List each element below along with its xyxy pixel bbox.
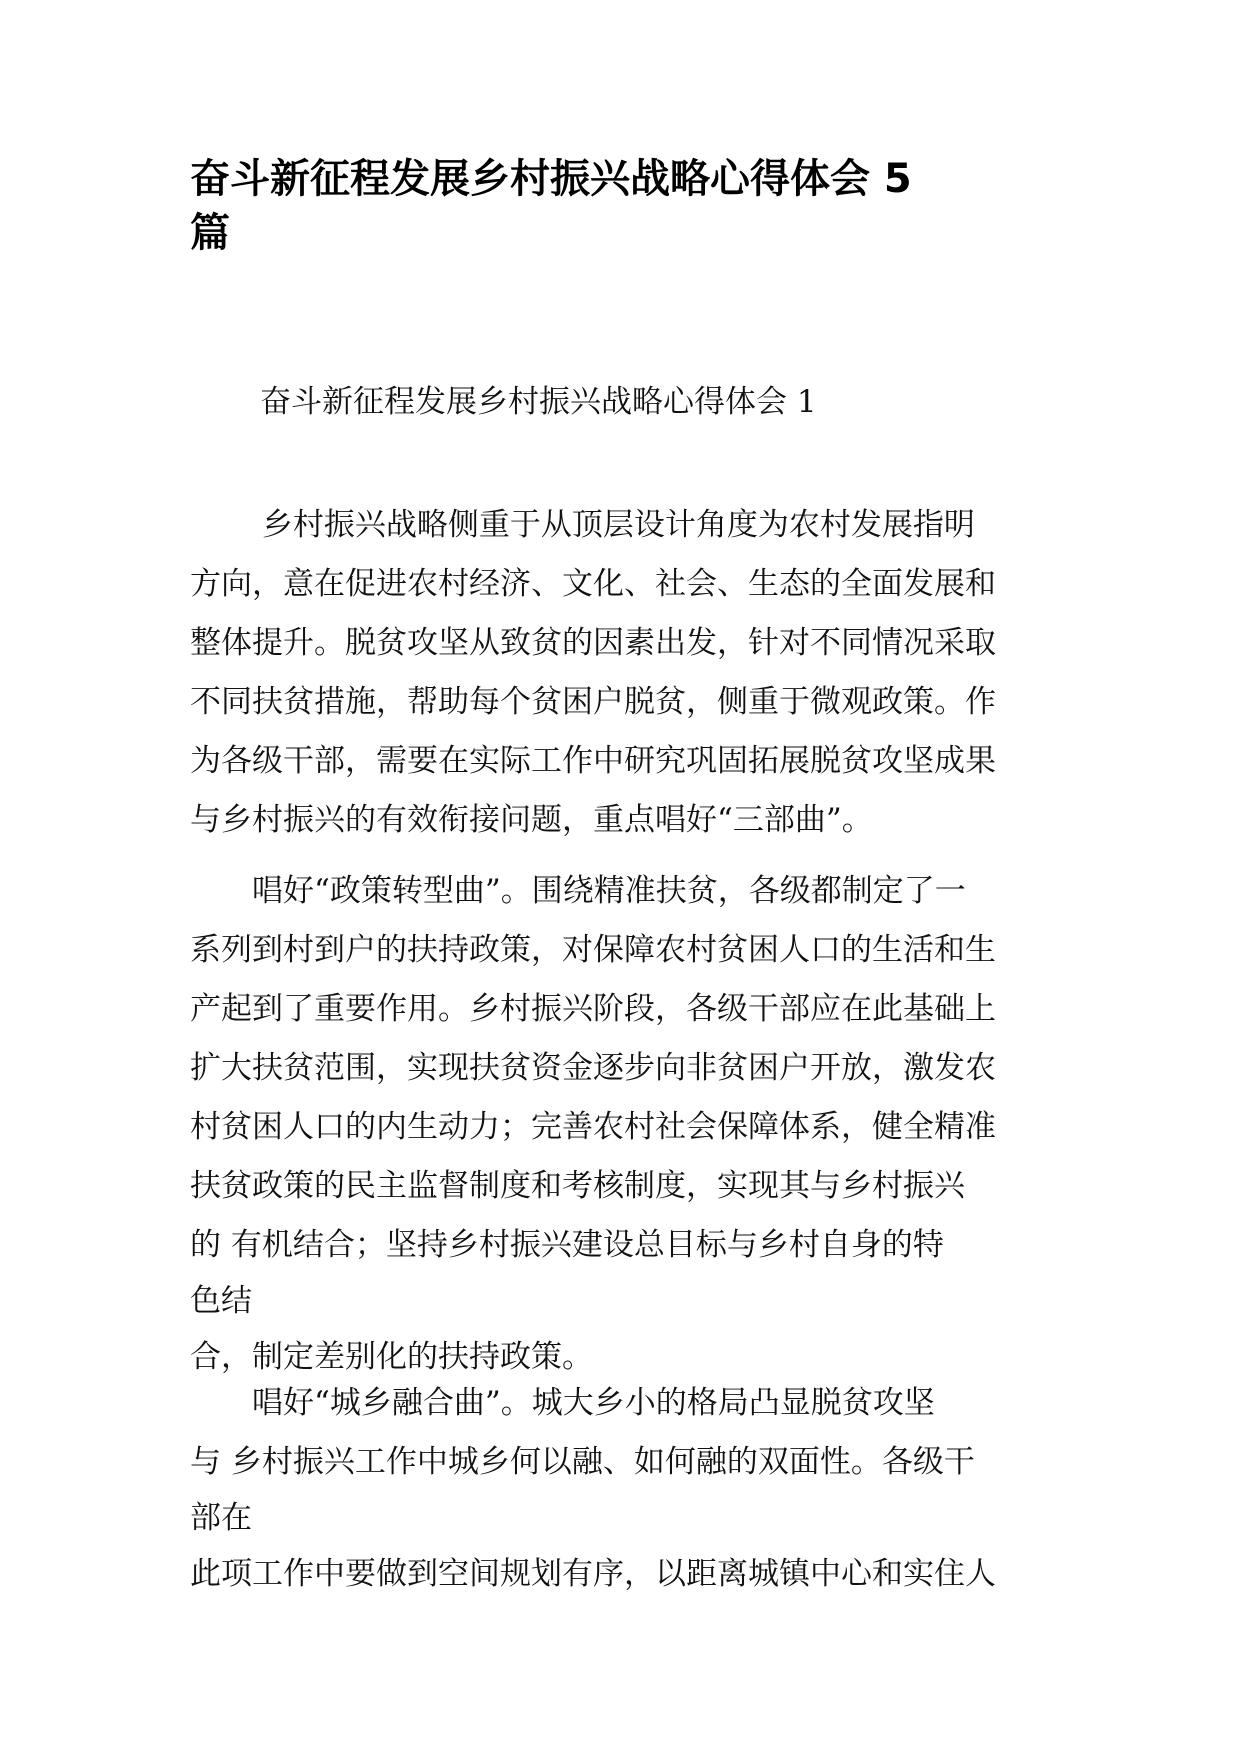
section-heading: 奋斗新征程发展乡村振兴战略心得体会 1 [260, 384, 817, 420]
paragraph [190, 862, 996, 1387]
paragraph [190, 496, 996, 850]
text-line: 此项工作中要做到空间规划有序，以距离城镇中心和实住人 [190, 1556, 996, 1592]
text-line: 乡村振兴战略侧重于从顶层设计角度为农村发展指明 [190, 507, 975, 543]
text-line: 产起到了重要作用。乡村振兴阶段，各级干部应在此基础上 [190, 991, 996, 1027]
text-line: 扩大扶贫范围，实现扶贫资金逐步向非贫困户开放，激发农 [190, 1050, 996, 1086]
text-line: 村贫困人口的内生动力；完善农村社会保障体系，健全精准 [190, 1109, 996, 1145]
title-line: 篇 [190, 210, 230, 256]
text-line: 与 乡村振兴工作中城乡何以融、如何融的双面性。各级干 [190, 1444, 975, 1480]
text-line: 方向，意在促进农村经济、文化、社会、生态的全面发展和 [190, 566, 996, 602]
text-line: 系列到村到户的扶持政策，对保障农村贫困人口的生活和生 [190, 932, 996, 968]
document-title [190, 152, 1070, 260]
text-line: 为各级干部，需要在实际工作中研究巩固拓展脱贫攻坚成果 [190, 743, 996, 779]
text-line: 扶贫政策的民主监督制度和考核制度，实现其与乡村振兴 [190, 1168, 965, 1204]
text-line: 的 有机结合；坚持乡村振兴建设总目标与乡村自身的特 [190, 1227, 944, 1263]
text-line: 整体提升。脱贫攻坚从致贫的因素出发，针对不同情况采取 [190, 625, 996, 661]
text-line: 色结 [190, 1283, 252, 1319]
title-line: 奋斗新征程发展乡村振兴战略心得体会 5 [190, 156, 912, 202]
paragraph [190, 1374, 996, 1604]
text-line: 与乡村振兴的有效衔接问题，重点唱好“三部曲”。 [190, 802, 873, 838]
text-line: 唱好“城乡融合曲”。城大乡小的格局凸显脱贫攻坚 [190, 1385, 935, 1421]
text-line: 不同扶贫措施，帮助每个贫困户脱贫，侧重于微观政策。作 [190, 684, 996, 720]
text-line: 部在 [190, 1500, 252, 1536]
text-line: 唱好“政策转型曲”。围绕精准扶贫，各级都制定了一 [190, 873, 966, 909]
text-line: 合，制定差别化的扶持政策。 [190, 1339, 593, 1375]
